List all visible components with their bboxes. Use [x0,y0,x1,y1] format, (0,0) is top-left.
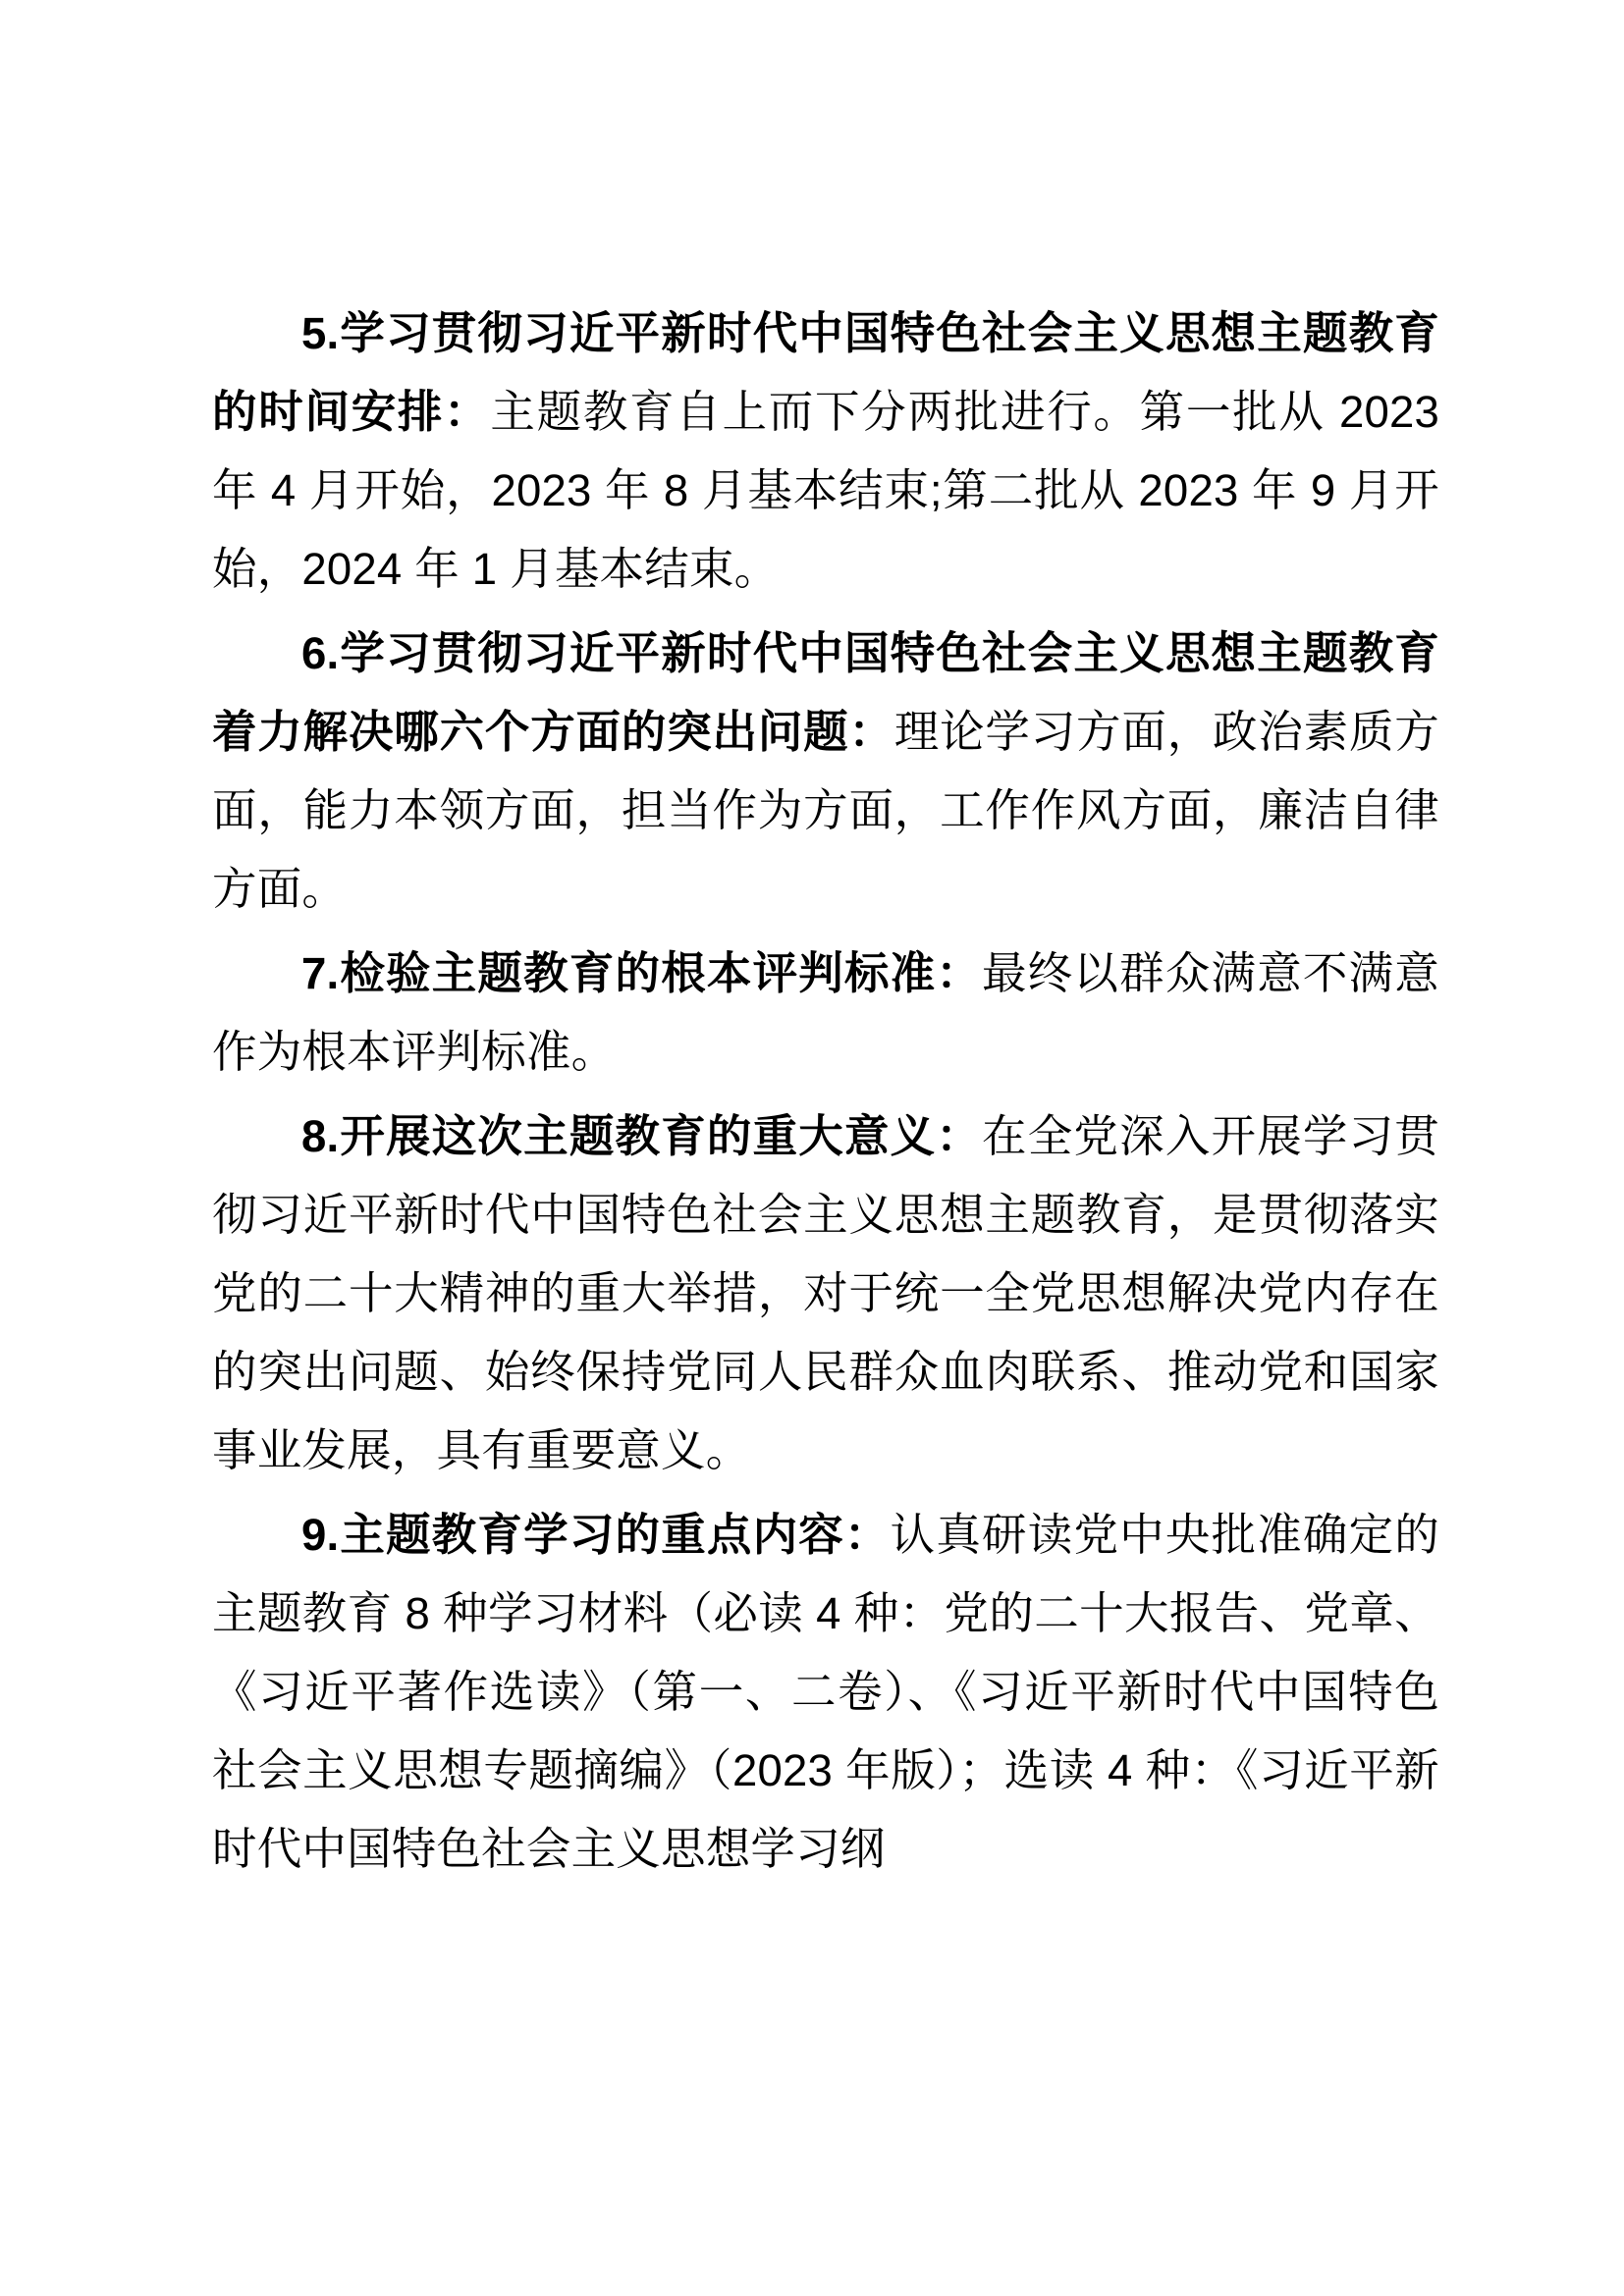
paragraph-item-6 [212,614,1439,929]
paragraph-item-9 [212,1496,1439,1889]
item-heading: 开展这次主题教育的重大意义： [339,1111,983,1161]
item-number: 8. [301,1111,340,1161]
paragraph-item-7 [212,934,1439,1092]
item-number: 6. [301,628,340,678]
item-heading: 学习贯彻习近平新时代中国特色社会主义思想主题教育着力解决哪六个方面的突出问题： [212,628,1439,757]
item-body: 理论学习方面，政治素质方面，能力本领方面，担当作为方面，工作作风方面，廉洁自律方面。 [212,707,1439,914]
item-heading: 学习贯彻习近平新时代中国特色社会主义思想主题教育的时间安排： [212,308,1439,437]
item-body: 最终以群众满意不满意作为根本评判标准。 [212,948,1439,1077]
item-number: 9. [301,1510,340,1560]
item-body: 在全党深入开展学习贯彻习近平新时代中国特色社会主义思想主题教育，是贯彻落实党的二十大精神的重大举措，对于统一全党思想解决党内存在的突出问题、始终保持党同人民群众血肉联系、推动党和国家事业发展，具有重要意义。 [212,1111,1439,1475]
paragraph-item-5 [212,294,1439,609]
paragraph-item-8 [212,1097,1439,1490]
item-heading: 检验主题教育的根本评判标准： [339,948,983,998]
item-body: 认真研读党中央批准确定的主题教育 8 种学习材料（必读 4 种：党的二十大报告、党章、《习近平著作选读》（第一、二卷）、《习近平新时代中国特色社会主义思想专题摘编》（2023 年版）；选读 4 种：《习近平新时代中国特色社会主义思想学习纲 [212,1510,1439,1874]
item-heading: 主题教育学习的重点内容： [339,1510,891,1560]
item-number: 7. [301,948,340,998]
document-body [212,294,1439,1889]
item-number: 5. [301,308,340,358]
item-body: 主题教育自上而下分两批进行。第一批从 2023 年 4 月开始，2023 年 8 月基本结束;第二批从 2023 年 9 月开始，2024 年 1 月基本结束。 [212,387,1439,594]
